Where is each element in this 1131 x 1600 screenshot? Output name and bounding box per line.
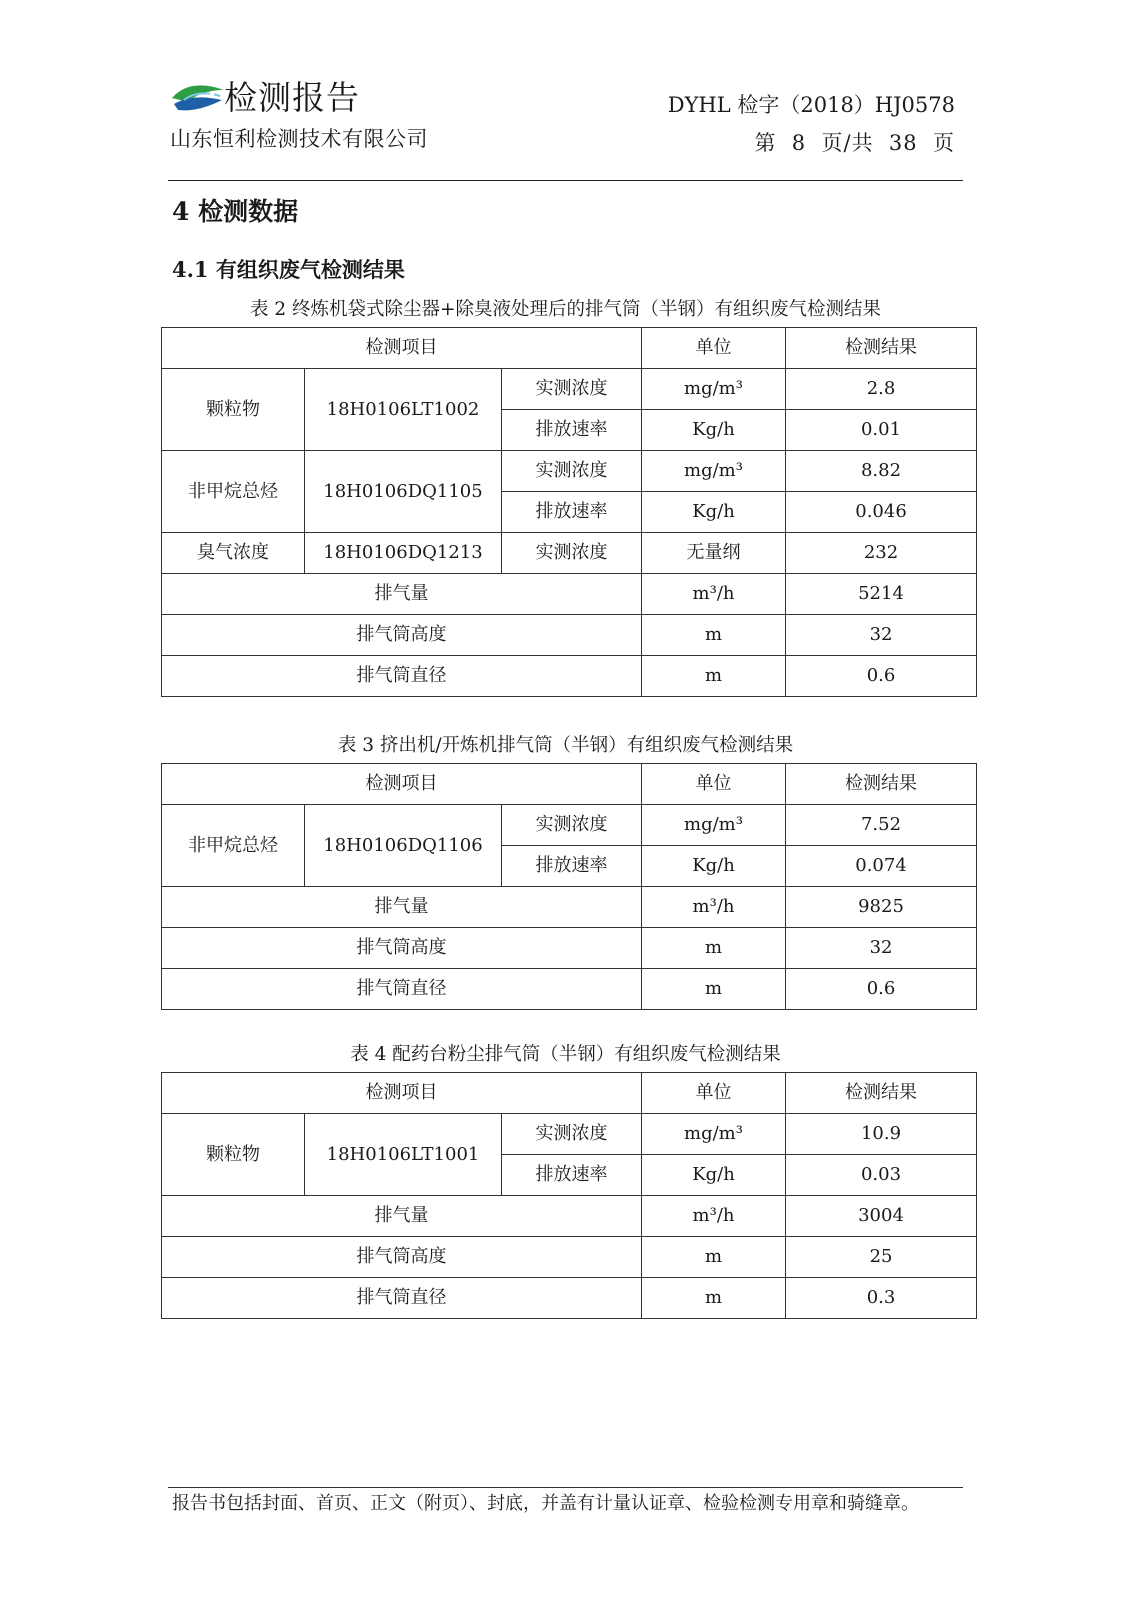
header-item: 检测项目 [162, 328, 642, 369]
result-value: 8.82 [786, 451, 977, 492]
footer-note: 报告书包括封面、首页、正文（附页）、封底，并盖有计量认证章、检验检测专用章和骑缝章。 [172, 1493, 919, 1514]
extra-label: 排气筒直径 [162, 969, 642, 1010]
unit: m³/h [642, 574, 786, 615]
parameter: 实测浓度 [502, 369, 642, 410]
pollutant-name: 臭气浓度 [162, 533, 305, 574]
pollutant-name: 非甲烷总烃 [162, 805, 305, 887]
table-header-row [162, 1073, 977, 1114]
table-row [162, 1114, 977, 1155]
table-row [162, 969, 977, 1010]
result-value: 232 [786, 533, 977, 574]
table-row [162, 928, 977, 969]
unit: m [642, 615, 786, 656]
unit: m [642, 928, 786, 969]
header-result: 检测结果 [786, 328, 977, 369]
results-table-4 [161, 1072, 977, 1319]
footer-divider [168, 1487, 963, 1488]
extra-label: 排气筒高度 [162, 928, 642, 969]
table-header-row [162, 764, 977, 805]
unit: m [642, 1278, 786, 1319]
table-row [162, 887, 977, 928]
parameter: 实测浓度 [502, 533, 642, 574]
result-value: 10.9 [786, 1114, 977, 1155]
unit: m³/h [642, 1196, 786, 1237]
unit: Kg/h [642, 492, 786, 533]
pollutant-name: 非甲烷总烃 [162, 451, 305, 533]
results-table-3 [161, 763, 977, 1010]
unit: m [642, 969, 786, 1010]
results-table-2 [161, 327, 977, 697]
extra-label: 排气筒直径 [162, 1278, 642, 1319]
header-item: 检测项目 [162, 1073, 642, 1114]
header-result: 检测结果 [786, 1073, 977, 1114]
parameter: 排放速率 [502, 492, 642, 533]
unit: 无量纲 [642, 533, 786, 574]
sample-id: 18H0106DQ1105 [305, 451, 502, 533]
result-value: 0.03 [786, 1155, 977, 1196]
sample-id: 18H0106DQ1106 [305, 805, 502, 887]
table-row [162, 615, 977, 656]
header-unit: 单位 [642, 764, 786, 805]
sample-id: 18H0106LT1002 [305, 369, 502, 451]
unit: mg/m³ [642, 805, 786, 846]
header-divider [168, 180, 963, 181]
table-row [162, 369, 977, 410]
table-caption: 表 2 终炼机袋式除尘器+除臭液处理后的排气筒（半钢）有组织废气检测结果 [249, 299, 882, 320]
company-name: 山东恒利检测技术有限公司 [170, 127, 428, 151]
table-row [162, 1237, 977, 1278]
header-unit: 单位 [642, 328, 786, 369]
unit: Kg/h [642, 1155, 786, 1196]
header-result: 检测结果 [786, 764, 977, 805]
unit: Kg/h [642, 846, 786, 887]
unit: m [642, 1237, 786, 1278]
sample-id: 18H0106DQ1213 [305, 533, 502, 574]
extra-label: 排气筒高度 [162, 615, 642, 656]
subsection-heading: 4.1 有组织废气检测结果 [172, 257, 405, 282]
result-value: 0.3 [786, 1278, 977, 1319]
result-value: 5214 [786, 574, 977, 615]
pollutant-name: 颗粒物 [162, 369, 305, 451]
result-value: 0.074 [786, 846, 977, 887]
report-number: DYHL 检字（2018）HJ0578 [667, 93, 955, 117]
company-logo-icon [170, 80, 226, 116]
extra-label: 排气量 [162, 887, 642, 928]
result-value: 7.52 [786, 805, 977, 846]
unit: m [642, 656, 786, 697]
result-value: 2.8 [786, 369, 977, 410]
page-number: 第 8 页/共 38 页 [754, 131, 955, 155]
result-value: 9825 [786, 887, 977, 928]
extra-label: 排气量 [162, 1196, 642, 1237]
unit: Kg/h [642, 410, 786, 451]
unit: mg/m³ [642, 451, 786, 492]
table-caption: 表 3 挤出机/开炼机排气筒（半钢）有组织废气检测结果 [337, 735, 794, 756]
extra-label: 排气筒直径 [162, 656, 642, 697]
table-row [162, 451, 977, 492]
result-value: 0.6 [786, 969, 977, 1010]
report-title: 检测报告 [224, 78, 360, 117]
pollutant-name: 颗粒物 [162, 1114, 305, 1196]
table-row [162, 1278, 977, 1319]
result-value: 32 [786, 615, 977, 656]
header-item: 检测项目 [162, 764, 642, 805]
parameter: 实测浓度 [502, 451, 642, 492]
table-row [162, 805, 977, 846]
extra-label: 排气筒高度 [162, 1237, 642, 1278]
result-value: 32 [786, 928, 977, 969]
result-value: 0.6 [786, 656, 977, 697]
section-heading: 4 检测数据 [172, 197, 299, 226]
parameter: 排放速率 [502, 410, 642, 451]
parameter: 排放速率 [502, 846, 642, 887]
table-caption: 表 4 配药台粉尘排气筒（半钢）有组织废气检测结果 [350, 1044, 781, 1065]
result-value: 0.046 [786, 492, 977, 533]
table-row [162, 574, 977, 615]
unit: mg/m³ [642, 1114, 786, 1155]
table-row [162, 656, 977, 697]
unit: mg/m³ [642, 369, 786, 410]
table-row [162, 1196, 977, 1237]
parameter: 排放速率 [502, 1155, 642, 1196]
result-value: 25 [786, 1237, 977, 1278]
parameter: 实测浓度 [502, 1114, 642, 1155]
parameter: 实测浓度 [502, 805, 642, 846]
result-value: 0.01 [786, 410, 977, 451]
table-header-row [162, 328, 977, 369]
sample-id: 18H0106LT1001 [305, 1114, 502, 1196]
header-unit: 单位 [642, 1073, 786, 1114]
result-value: 3004 [786, 1196, 977, 1237]
unit: m³/h [642, 887, 786, 928]
extra-label: 排气量 [162, 574, 642, 615]
table-row [162, 533, 977, 574]
